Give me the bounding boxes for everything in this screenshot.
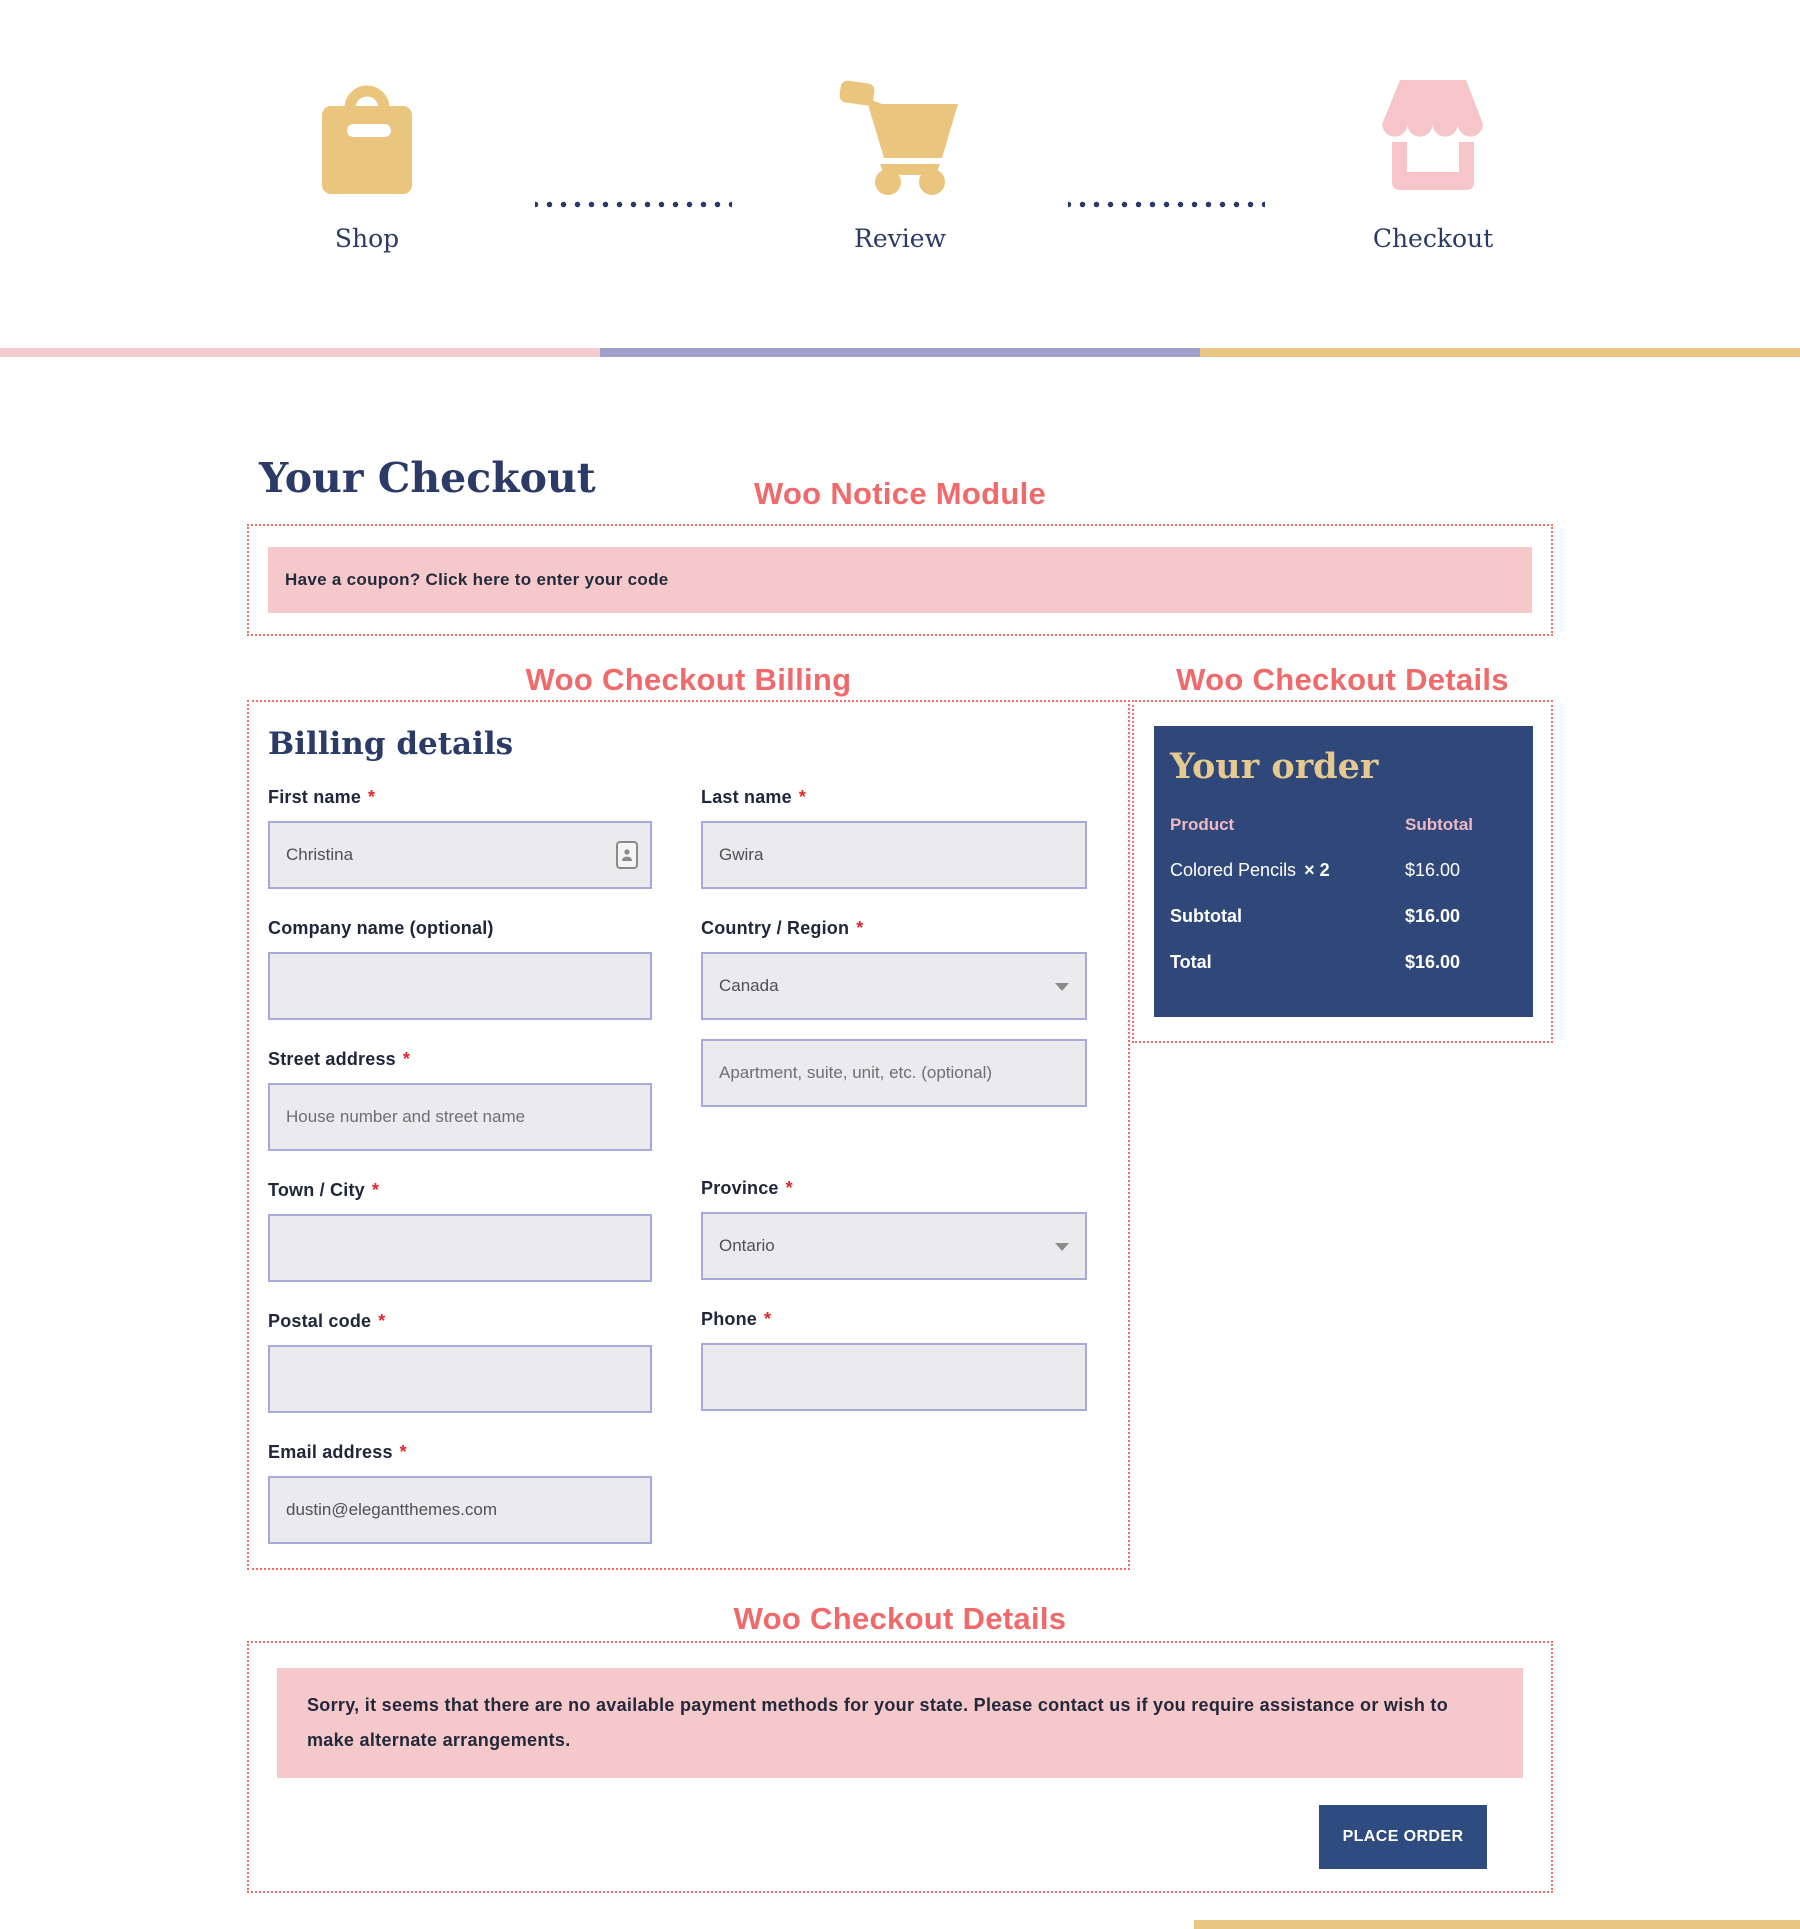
first-name-label: First name * bbox=[268, 787, 376, 807]
billing-details-heading: Billing details bbox=[268, 726, 514, 762]
payment-unavailable-text: Sorry, it seems that there are no available payment methods for your state. Please contact us if you require assistance or wish to make alternate arrangements. bbox=[307, 1695, 1449, 1750]
step-label-shop: Shop bbox=[334, 224, 400, 253]
section-divider bbox=[0, 348, 1800, 357]
required-asterisk: * bbox=[371, 1180, 380, 1200]
city-input[interactable] bbox=[268, 1214, 652, 1282]
order-item-quantity: × 2 bbox=[1304, 860, 1330, 880]
order-item-subtotal: $16.00 bbox=[1405, 860, 1461, 880]
street-address-input[interactable] bbox=[268, 1083, 652, 1151]
order-total-row bbox=[1170, 952, 1517, 973]
page-title: Your Checkout bbox=[259, 454, 596, 502]
order-item-name: Colored Pencils bbox=[1170, 860, 1297, 880]
country-label: Country / Region * bbox=[701, 918, 864, 938]
order-total-label: Total bbox=[1170, 952, 1212, 972]
province-selected-value: Ontario bbox=[719, 1236, 775, 1255]
required-asterisk: * bbox=[764, 1309, 772, 1329]
step-checkout[interactable] bbox=[1313, 72, 1553, 253]
phone-input[interactable] bbox=[701, 1343, 1087, 1411]
woo-checkout-billing bbox=[247, 700, 1130, 1570]
woo-checkout-details-bottom bbox=[247, 1641, 1553, 1893]
coupon-notice[interactable] bbox=[268, 547, 1532, 613]
order-total-value: $16.00 bbox=[1405, 952, 1461, 972]
divider-gold-segment bbox=[1200, 348, 1800, 357]
chevron-down-icon bbox=[1055, 1243, 1069, 1251]
required-asterisk: * bbox=[856, 918, 864, 938]
order-subtotal-row bbox=[1170, 906, 1517, 927]
progress-dotted-connector bbox=[535, 201, 732, 208]
autofill-contact-icon[interactable] bbox=[616, 841, 638, 869]
payment-unavailable-notice bbox=[277, 1668, 1523, 1778]
last-name-label: Last name * bbox=[701, 787, 807, 807]
province-label: Province * bbox=[701, 1178, 793, 1198]
storefront-icon bbox=[1370, 72, 1496, 196]
builder-label-checkout-details-bottom: Woo Checkout Details bbox=[733, 1601, 1067, 1636]
last-name-input[interactable] bbox=[701, 821, 1087, 889]
country-select[interactable] bbox=[701, 952, 1087, 1020]
required-asterisk: * bbox=[402, 1049, 411, 1069]
required-asterisk: * bbox=[399, 1442, 407, 1462]
required-asterisk: * bbox=[798, 787, 807, 807]
builder-label-checkout-details-sidebar: Woo Checkout Details bbox=[1176, 662, 1509, 697]
chevron-down-icon bbox=[1055, 983, 1069, 991]
email-label: Email address * bbox=[268, 1442, 407, 1462]
order-subtotal-value: $16.00 bbox=[1405, 906, 1461, 926]
email-input[interactable] bbox=[268, 1476, 652, 1544]
order-item-row bbox=[1170, 860, 1517, 881]
shopping-bag-icon bbox=[320, 72, 414, 196]
divider-pink-segment bbox=[0, 348, 600, 357]
bottom-divider-gold-segment bbox=[1194, 1920, 1800, 1929]
builder-label-checkout-billing: Woo Checkout Billing bbox=[525, 662, 852, 697]
your-order-panel bbox=[1154, 726, 1533, 1017]
company-label: Company name (optional) bbox=[268, 918, 494, 938]
postal-code-input[interactable] bbox=[268, 1345, 652, 1413]
street-address-label: Street address * bbox=[268, 1049, 411, 1069]
place-order-button[interactable]: PLACE ORDER bbox=[1319, 1805, 1487, 1869]
shopping-cart-icon bbox=[836, 72, 964, 196]
progress-dotted-connector bbox=[1068, 201, 1265, 208]
required-asterisk: * bbox=[368, 787, 376, 807]
checkout-progress bbox=[247, 0, 1553, 253]
order-table-header bbox=[1170, 815, 1517, 835]
company-input[interactable] bbox=[268, 952, 652, 1020]
step-shop[interactable] bbox=[247, 72, 487, 253]
province-select[interactable] bbox=[701, 1212, 1087, 1280]
city-label: Town / City * bbox=[268, 1180, 380, 1200]
woo-checkout-details-sidebar bbox=[1132, 700, 1553, 1043]
required-asterisk: * bbox=[378, 1311, 386, 1331]
subtotal-column-header: Subtotal bbox=[1405, 815, 1473, 834]
apartment-input[interactable] bbox=[701, 1039, 1087, 1107]
phone-label: Phone * bbox=[701, 1309, 772, 1329]
step-review[interactable] bbox=[780, 72, 1020, 253]
divider-purple-segment bbox=[600, 348, 1200, 357]
your-order-heading: Your order bbox=[1170, 746, 1379, 787]
order-subtotal-label: Subtotal bbox=[1170, 906, 1242, 926]
country-selected-value: Canada bbox=[719, 976, 779, 995]
required-asterisk: * bbox=[785, 1178, 793, 1198]
step-label-review: Review bbox=[854, 224, 946, 253]
step-label-checkout: Checkout bbox=[1372, 224, 1494, 253]
coupon-notice-text: Have a coupon? Click here to enter your code bbox=[285, 570, 669, 589]
first-name-input[interactable] bbox=[268, 821, 652, 889]
postal-code-label: Postal code * bbox=[268, 1311, 386, 1331]
builder-label-notice-module: Woo Notice Module bbox=[753, 476, 1047, 511]
product-column-header: Product bbox=[1170, 815, 1235, 834]
woo-notice-module bbox=[247, 524, 1553, 636]
